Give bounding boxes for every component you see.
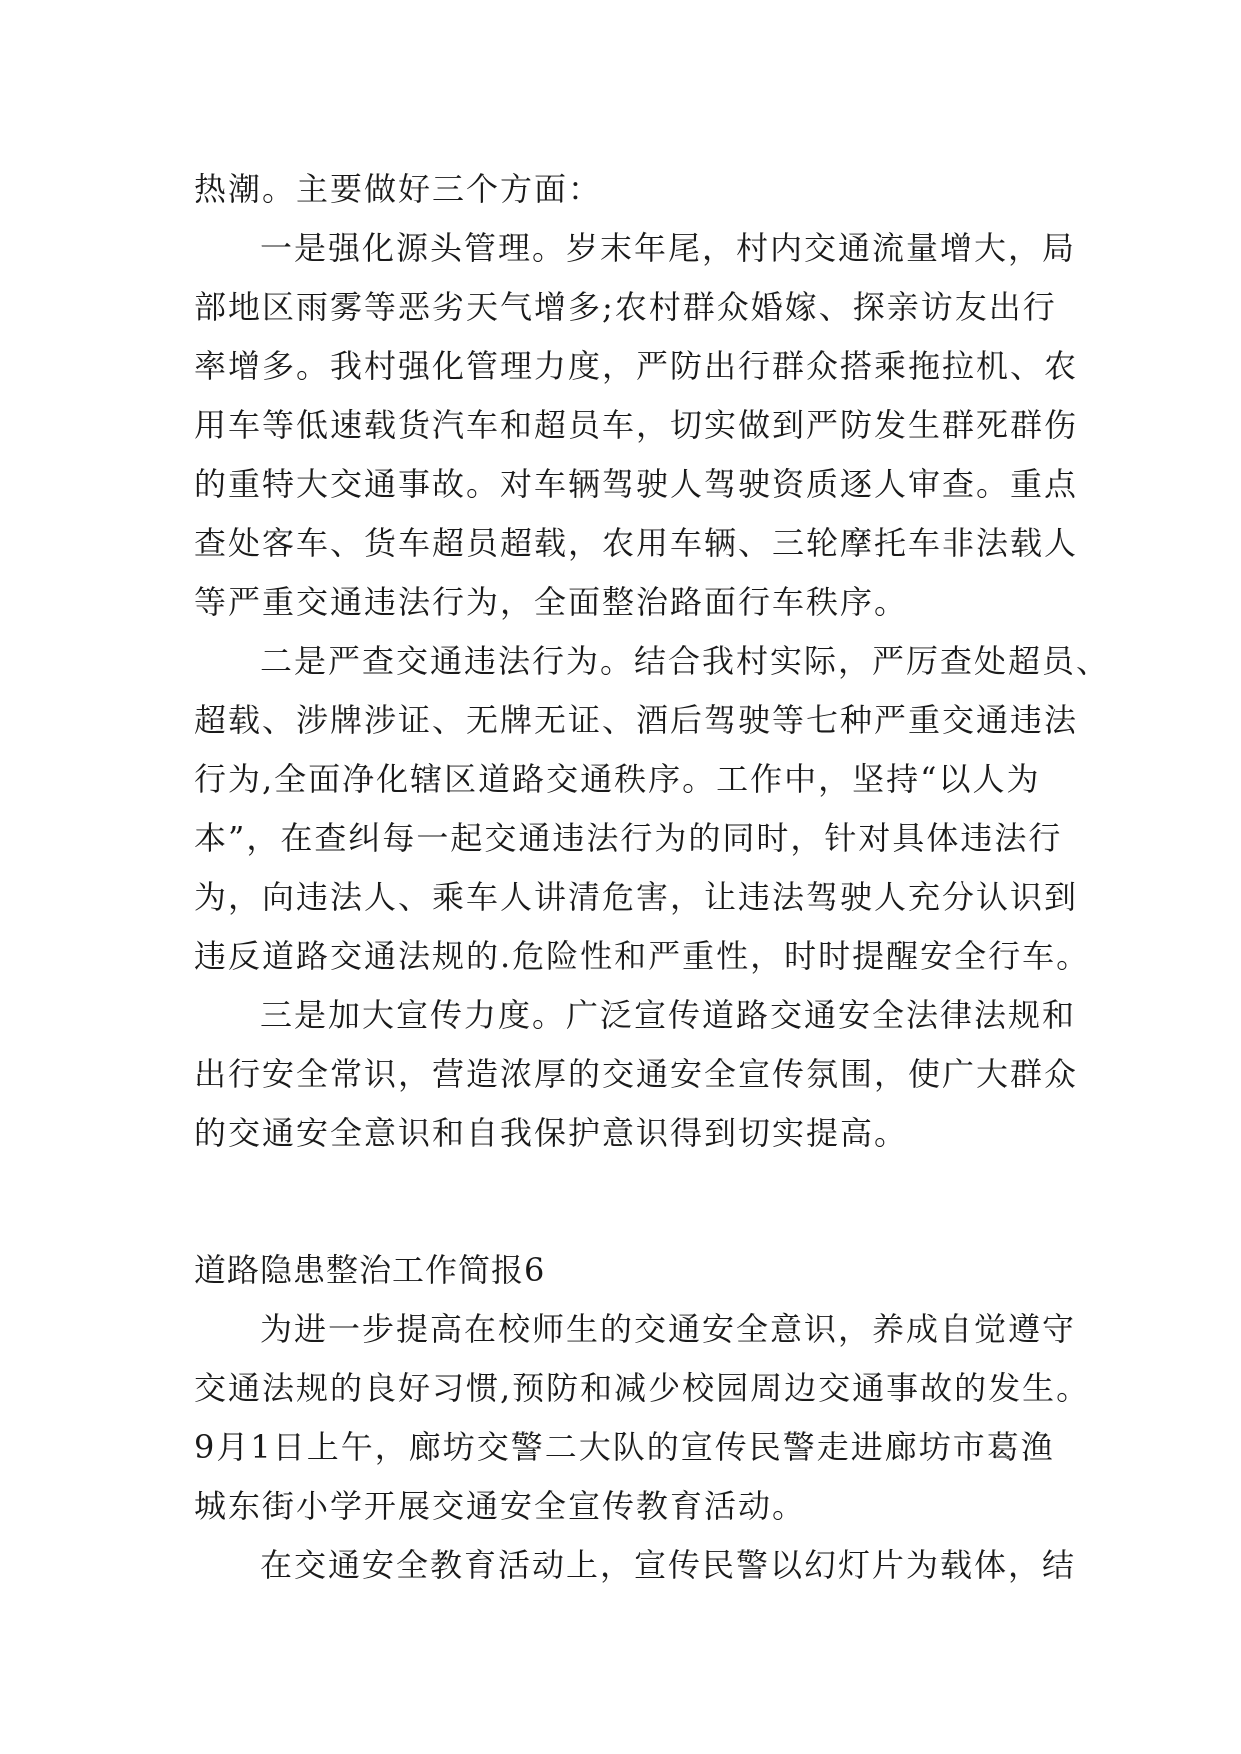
paragraph-first-line: 一是强化源头管理。岁末年尾，村内交通流量增大，局: [260, 229, 1077, 267]
text-line: 的交通安全意识和自我保护意识得到切实提高。: [194, 1114, 909, 1152]
text-line: 行为,全面净化辖区道路交通秩序。工作中，坚持“以人为: [194, 760, 1041, 798]
text-line: 用车等低速载货汽车和超员车，切实做到严防发生群死群伤: [194, 406, 1079, 444]
text-line: 的重特大交通事故。对车辆驾驶人驾驶资质逐人审查。重点: [194, 465, 1079, 503]
section-gap: [194, 1163, 1054, 1241]
text-line: 查处客车、货车超员超载，农用车辆、三轮摩托车非法载人: [194, 524, 1079, 562]
text-line: 城东街小学开展交通安全宣传教育活动。: [194, 1487, 807, 1525]
text-line: 违反道路交通法规的.危险性和严重性，时时提醒安全行车。: [194, 937, 1091, 975]
paragraph-first-line: 为进一步提高在校师生的交通安全意识，养成自觉遵守: [260, 1310, 1077, 1348]
text-line: 超载、涉牌涉证、无牌无证、酒后驾驶等七种严重交通违法: [194, 701, 1079, 739]
paragraph-first-line: 二是严查交通违法行为。结合我村实际，严厉查处超员、: [260, 642, 1111, 680]
text-line: 等严重交通违法行为，全面整治路面行车秩序。: [194, 583, 909, 621]
text-line: 为，向违法人、乘车人讲清危害，让违法驾驶人充分认识到: [194, 878, 1079, 916]
text-line: 率增多。我村强化管理力度，严防出行群众搭乘拖拉机、农: [194, 347, 1079, 385]
section-heading: 道路隐患整治工作简报6: [194, 1251, 546, 1289]
text-line: 交通法规的良好习惯,预防和减少校园周边交通事故的发生。: [194, 1369, 1091, 1407]
text-line: 本”，在查纠每一起交通违法行为的同时，针对具体违法行: [194, 819, 1063, 857]
paragraph-first-line: 在交通安全教育活动上，宣传民警以幻灯片为载体，结: [260, 1546, 1077, 1584]
document-body: [194, 160, 1111, 1595]
paragraph-first-line: 三是加大宣传力度。广泛宣传道路交通安全法律法规和: [260, 996, 1077, 1034]
text-line: 9月1日上午，廊坊交警二大队的宣传民警走进廊坊市葛渔: [194, 1428, 1055, 1466]
text-line: 部地区雨雾等恶劣天气增多;农村群众婚嫁、探亲访友出行: [194, 288, 1057, 326]
text-line: 热潮。主要做好三个方面：: [194, 170, 603, 208]
text-line: 出行安全常识，营造浓厚的交通安全宣传氛围，使广大群众: [194, 1055, 1079, 1093]
